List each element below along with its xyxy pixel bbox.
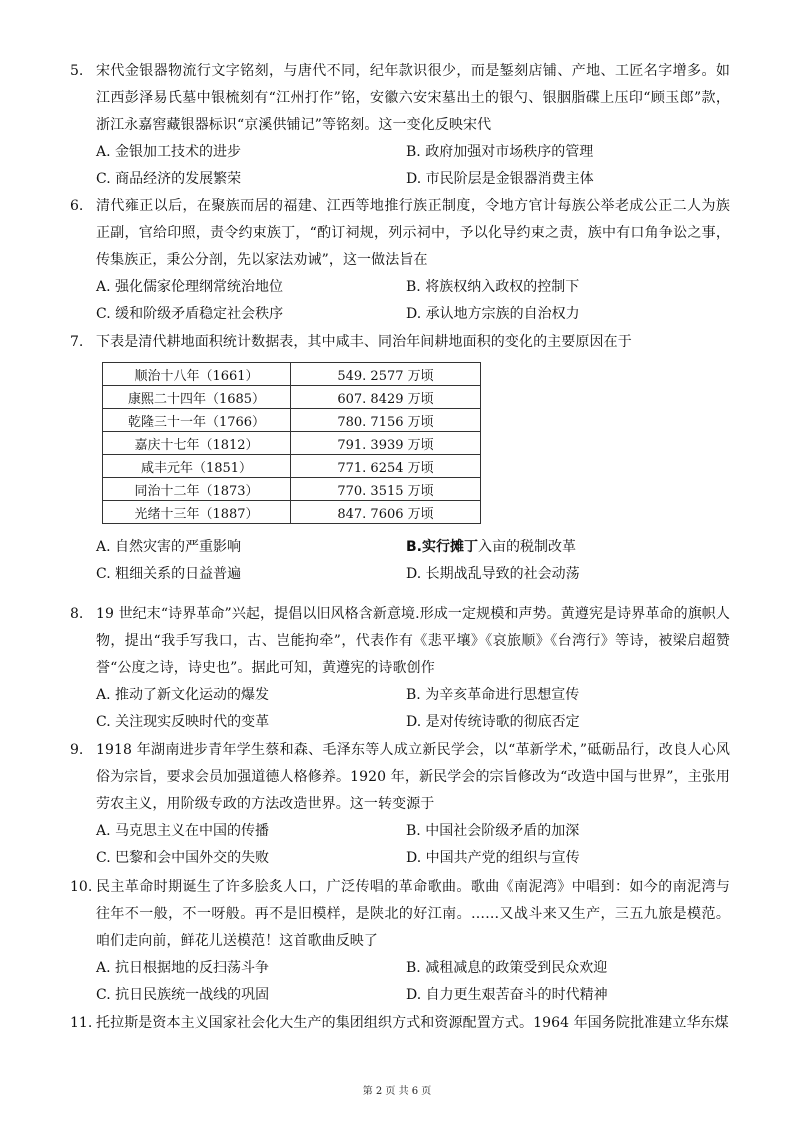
option-c: C. 巴黎和会中国外交的失败 — [96, 850, 270, 866]
question-text: 宋代金银器物流行文字铭刻，与唐代不同，纪年款识很少，而是錾刻店铺、产地、工匠名字增多。如江西彭泽易氏墓中银梳刻有“江州打作”铭，安徽六安宋墓出土的银勺、银胭脂碟上压印“顾玉郎”款，浙江永嘉窖藏银器标识“京溪供铺记”等铭刻。这一变化反映宋代 — [96, 63, 730, 133]
option-b — [406, 534, 576, 561]
question-10 — [70, 874, 730, 1009]
table-row — [103, 455, 481, 478]
question-6 — [70, 193, 730, 328]
table-row — [103, 363, 481, 386]
table-cell: 咸丰元年（1851） — [103, 455, 291, 478]
page-footer: 第 2 页 共 6 页 — [362, 1086, 432, 1097]
options — [96, 818, 730, 872]
option-c: C. 抗日民族统一战线的巩固 — [96, 987, 270, 1003]
option-b: B. 为辛亥革命进行思想宣传 — [406, 687, 580, 703]
table-cell: 607. 8429 万顷 — [291, 386, 481, 409]
table-cell: 顺治十八年（1661） — [103, 363, 291, 386]
question-text: 托拉斯是资本主义国家社会化大生产的集团组织方式和资源配置方式。1964 年国务院批准建立华东煤 — [96, 1015, 729, 1031]
table-row — [103, 501, 481, 524]
option-a: A. 抗日根据地的反扫荡斗争 — [96, 960, 270, 976]
table-row — [103, 409, 481, 432]
question-number: 10. — [70, 879, 93, 895]
table-cell: 847. 7606 万顷 — [291, 501, 481, 524]
option-c: C. 粗细关系的日益普遍 — [96, 566, 242, 582]
question-number: 6. — [70, 198, 84, 214]
option-d: D. 市民阶层是金银器消费主体 — [406, 171, 594, 187]
option-b: B. 将族权纳入政权的控制下 — [406, 279, 580, 295]
options — [96, 534, 730, 588]
options — [96, 274, 730, 328]
option-d: D. 自力更生艰苦奋斗的时代精神 — [406, 987, 608, 1003]
option-a: A. 自然灾害的严重影响 — [96, 539, 242, 555]
table-cell: 光绪十三年（1887） — [103, 501, 291, 524]
option-b: B. 减租减息的政策受到民众欢迎 — [406, 960, 608, 976]
option-b-head: B.实行摊丁 — [406, 539, 478, 555]
question-number: 11. — [70, 1015, 93, 1031]
question-number: 9. — [70, 742, 84, 758]
table-cell: 791. 3939 万顷 — [291, 432, 481, 455]
question-number: 8. — [70, 606, 84, 622]
option-a: A. 金银加工技术的进步 — [96, 144, 242, 160]
table-cell: 同治十二年（1873） — [103, 478, 291, 501]
option-a: A. 推动了新文化运动的爆发 — [96, 687, 270, 703]
table-row — [103, 386, 481, 409]
table-cell: 乾隆三十一年（1766） — [103, 409, 291, 432]
option-c: C. 关注现实反映时代的变革 — [96, 714, 270, 730]
question-number: 7. — [70, 334, 84, 350]
option-d: D. 承认地方宗族的自治权力 — [406, 306, 580, 322]
question-text: 下表是清代耕地面积统计数据表，其中咸丰、同治年间耕地面积的变化的主要原因在于 — [96, 334, 632, 350]
options — [96, 955, 730, 1009]
option-b: B. 中国社会阶级矛盾的加深 — [406, 823, 580, 839]
question-7 — [70, 329, 730, 588]
option-b: B. 政府加强对市场秩序的管理 — [406, 144, 594, 160]
question-8 — [70, 601, 730, 736]
option-b-tail: 入亩的税制改革 — [478, 539, 576, 555]
question-11 — [70, 1010, 730, 1037]
option-d: D. 是对传统诗歌的彻底否定 — [406, 714, 580, 730]
table-cell: 549. 2577 万顷 — [291, 363, 481, 386]
options — [96, 139, 730, 193]
question-text: 清代雍正以后，在聚族而居的福建、江西等地推行族正制度，令地方官计每族公举老成公正二人为族正副，官给印照，责令约束族丁，“酌订祠规，列示祠中，予以化导约束之责，族中有口角争讼之事，传集族正，秉公分剖，先以家法劝诫”，这一做法旨在 — [96, 198, 730, 268]
table-row — [103, 432, 481, 455]
table-row — [103, 478, 481, 501]
option-c: C. 缓和阶级矛盾稳定社会秩序 — [96, 306, 284, 322]
option-c: C. 商品经济的发展繁荣 — [96, 171, 242, 187]
options — [96, 682, 730, 736]
table-cell: 771. 6254 万顷 — [291, 455, 481, 478]
option-d: D. 中国共产党的组织与宣传 — [406, 850, 580, 866]
option-a: A. 马克思主义在中国的传播 — [96, 823, 270, 839]
table-cell: 嘉庆十七年（1812） — [103, 432, 291, 455]
question-number: 5. — [70, 63, 84, 79]
cultivated-land-table — [102, 362, 481, 524]
question-text: 民主革命时期诞生了许多脍炙人口，广泛传唱的革命歌曲。歌曲《南泥湾》中唱到：如今的南泥湾与往年不一般，不一呀般。再不是旧模样，是陕北的好江南。……又战斗来又生产，三五九旅是模范。咱们走向前，鲜花儿送模范！这首歌曲反映了 — [96, 879, 730, 949]
table-cell: 康熙二十四年（1685） — [103, 386, 291, 409]
table-cell: 780. 7156 万顷 — [291, 409, 481, 432]
table-cell: 770. 3515 万顷 — [291, 478, 481, 501]
option-d: D. 长期战乱导致的社会动荡 — [406, 566, 580, 582]
question-5 — [70, 58, 730, 193]
option-a: A. 强化儒家伦理纲常统治地位 — [96, 279, 284, 295]
question-text: 1918 年湖南进步青年学生蔡和森、毛泽东等人成立新民学会，以“革新学术，”砥砺品行，改良人心风俗为宗旨，要求会员加强道德人格修养。1920 年，新民学会的宗旨修改为“改造中国与世界”，主张用劳农主义，用阶级专政的方法改造世界。这一转变源于 — [96, 742, 730, 812]
question-text: 19 世纪末“诗界革命”兴起，提倡以旧风格含新意境.形成一定规模和声势。黄遵宪是诗界革命的旗帜人物，提出“我手写我口，古、岂能拘牵”，代表作有《悲平壤》《哀旅顺》《台湾行》等诗，被梁启超赞誉“公度之诗，诗史也”。据此可知，黄遵宪的诗歌创作 — [96, 606, 730, 676]
question-9 — [70, 737, 730, 872]
